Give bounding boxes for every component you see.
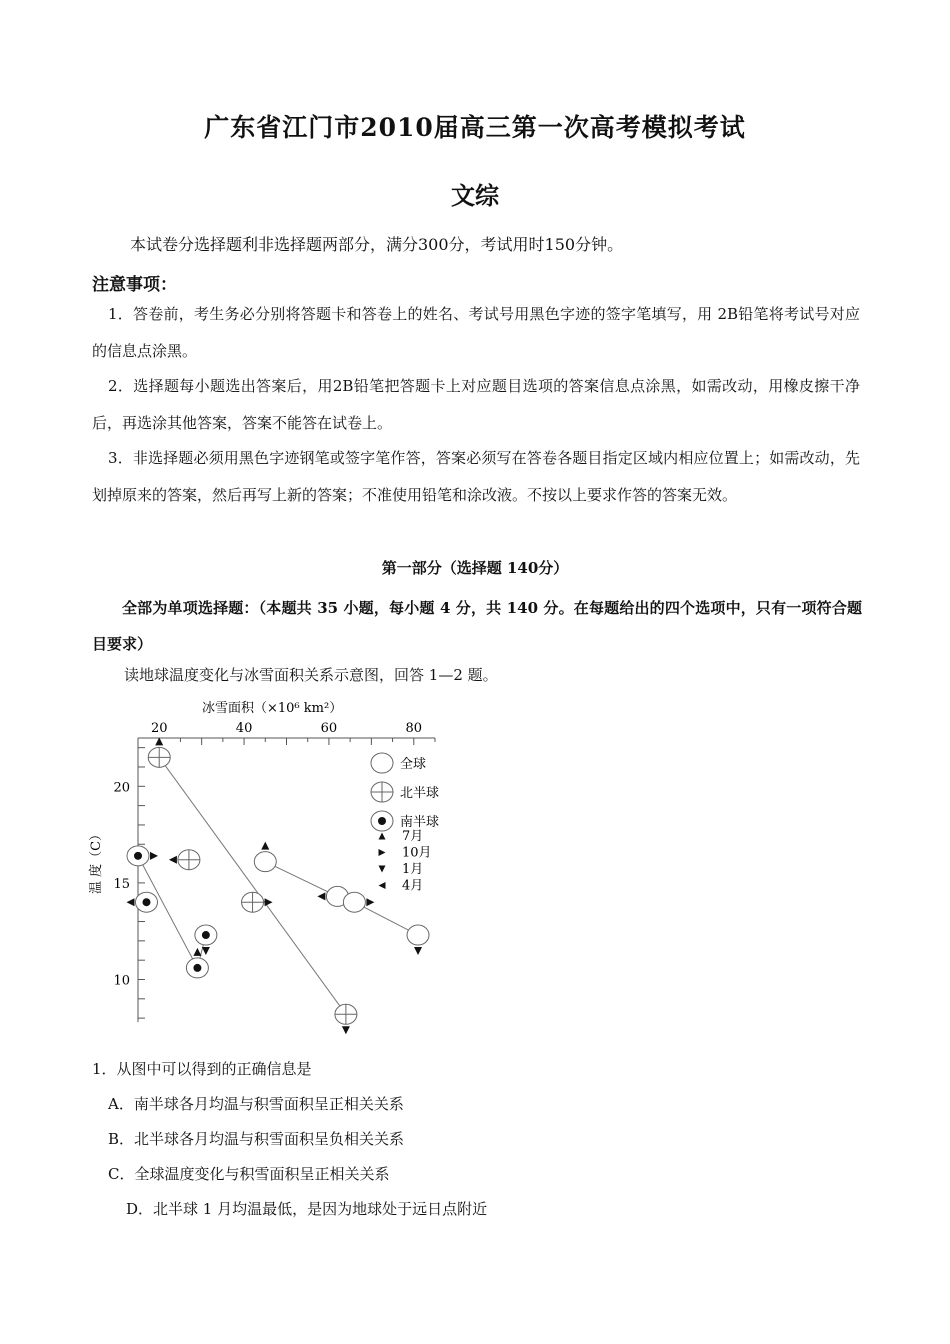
legend-month-label: 10月 (402, 845, 432, 861)
point-全球-7月 (254, 842, 276, 872)
temperature-ice-chart (80, 694, 460, 1034)
point-南半球-4月 (126, 892, 157, 912)
point-全球-10月 (343, 892, 374, 912)
legend-marker-10月 (379, 849, 386, 856)
y-tick-label: 20 (113, 780, 130, 796)
month-marker-10月 (366, 898, 374, 906)
全球-symbol (254, 852, 276, 872)
legend-marker-1月 (379, 866, 386, 873)
option-d[interactable]: D．北半球 1 月均温最低，是因为地球处于远日点附近 (126, 1200, 488, 1218)
point-北半球-4月 (169, 850, 200, 870)
dot (193, 964, 201, 972)
month-marker-10月 (265, 898, 273, 906)
question-1-stem: 1．从图中可以得到的正确信息是 (92, 1060, 312, 1078)
legend-month-label: 1月 (402, 862, 424, 877)
month-marker-1月 (414, 947, 422, 955)
month-marker-1月 (342, 1026, 350, 1034)
y-tick-label: 10 (113, 973, 130, 989)
option-c[interactable]: C．全球温度变化与积雪面积呈正相关关系 (108, 1165, 390, 1183)
x-axis-label: 冰雪面积（×10⁶ km²） (202, 701, 343, 716)
legend-label: 北半球 (400, 786, 440, 801)
dot (202, 931, 210, 939)
point-全球-1月 (407, 925, 429, 955)
point-北半球-10月 (242, 892, 273, 912)
notice-item-3: 3．非选择题必须用黑色字迹钢笔或签字笔作答，答案必须写在答卷各题目指定区域内相应位置上；如需改动，先划掉原来的答案，然后再写上新的答案；不准使用铅笔和涂改液。不按以上要求作答的答案无效。 (92, 449, 860, 504)
dot (378, 817, 386, 825)
legend-label: 南半球 (400, 815, 440, 830)
x-tick-label: 20 (150, 721, 168, 736)
y-tick-label: 15 (113, 876, 130, 892)
intro-text: 本试卷分选择题利非选择题两部分，满分300分，考试用时150分钟。 (130, 235, 624, 254)
legend-marker-7月 (379, 833, 386, 840)
month-marker-7月 (193, 948, 201, 956)
exam-subtitle: 文综 (451, 181, 499, 210)
point-北半球-7月 (148, 737, 170, 767)
legend-month-label: 4月 (402, 878, 424, 894)
legend-label: 全球 (400, 757, 427, 772)
exam-title: 广东省江门市2010届高三第一次高考模拟考试 (204, 113, 746, 142)
chart-legend (371, 753, 439, 894)
notice-item-1: 1．答卷前，考生务必分别将答题卡和答卷上的姓名、考试号用黑色字迹的签字笔填写，用 2B铅笔将考试号对应的信息点涂黑。 (92, 305, 860, 360)
x-tick-label: 40 (235, 721, 253, 736)
month-marker-1月 (202, 947, 210, 955)
month-marker-4月 (126, 898, 134, 906)
notice-heading: 注意事项： (92, 275, 177, 295)
dot (142, 898, 150, 906)
month-marker-10月 (150, 852, 158, 860)
option-b[interactable]: B．北半球各月均温与积雪面积呈负相关关系 (108, 1130, 405, 1148)
point-南半球-10月 (127, 846, 158, 866)
全球-symbol (371, 753, 393, 773)
month-marker-4月 (317, 892, 325, 900)
x-tick-label: 60 (320, 721, 338, 736)
x-tick-label: 80 (405, 721, 423, 736)
全球-symbol (343, 892, 365, 912)
mc-instructions: 全部为单项选择题：（本题共 35 小题，每小题 4 分，共 140 分。在每题给出的四个选项中，只有一项符合题目要求） (92, 599, 862, 653)
notice-item-2: 2．选择题每小题选出答案后，用2B铅笔把答题卡上对应题目选项的答案信息点涂黑，如需改动，用橡皮擦干净后，再选涂其他答案，答案不能答在试卷上。 (92, 377, 860, 432)
dot (134, 852, 142, 860)
month-marker-4月 (169, 856, 177, 864)
read-instruction: 读地球温度变化与冰雪面积关系示意图，回答 1—2 题。 (124, 666, 498, 684)
全球-symbol (407, 925, 429, 945)
month-marker-7月 (261, 842, 269, 850)
y-axis-label: 温 度（C） (89, 827, 104, 894)
legend-marker-4月 (379, 882, 386, 889)
point-北半球-1月 (335, 1004, 357, 1034)
legend-month-label: 7月 (402, 829, 424, 844)
month-marker-7月 (155, 737, 163, 745)
series-line-北半球 (159, 757, 346, 1014)
section-heading: 第一部分（选择题 140分） (381, 559, 569, 577)
option-a[interactable]: A．南半球各月均温与积雪面积呈正相关关系 (108, 1095, 404, 1113)
